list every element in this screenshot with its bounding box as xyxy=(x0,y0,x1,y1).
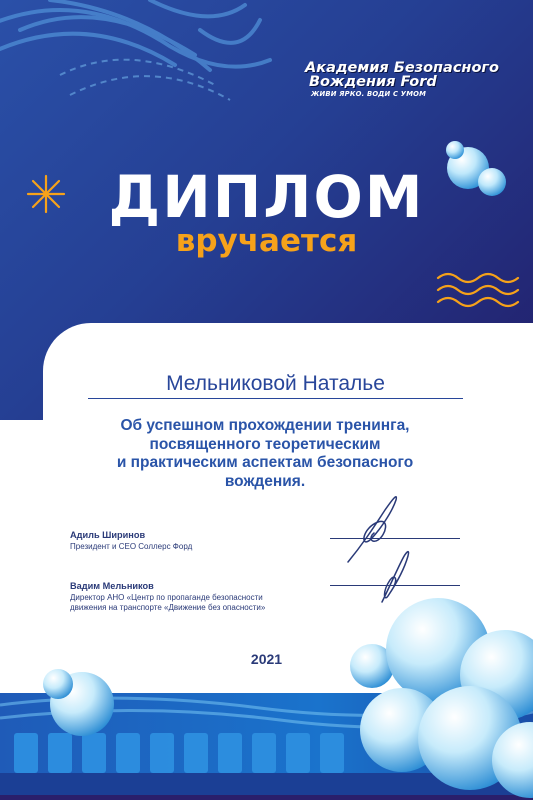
diploma-title: ДИПЛОМ xyxy=(108,163,425,231)
reason-line: посвященного теоретическим xyxy=(149,435,381,453)
logo-line-2: Вождения Ford xyxy=(309,74,437,90)
signatory-2-role-line-1: Директор АНО «Центр по пропаганде безопасности xyxy=(70,593,263,602)
signatory-2-name: Вадим Мельников xyxy=(70,581,154,591)
logo-tagline: ЖИВИ ЯРКО. ВОДИ С УМОМ xyxy=(311,90,427,98)
signatory-2-role-line-2: движения на транспорте «Движение без опасности» xyxy=(70,603,266,612)
recipient-name: Мельниковой Наталье xyxy=(166,372,385,395)
logo-line-1: Академия Безопасного xyxy=(305,60,499,76)
reason-line: Об успешном прохождении тренинга, xyxy=(120,417,410,434)
diploma-subtitle: вручается xyxy=(175,223,358,259)
signatory-1-name: Адиль Ширинов xyxy=(70,530,146,540)
signatory-1-role: Президент и CEO Соллерс Форд xyxy=(70,542,193,551)
reason-line: вождения. xyxy=(224,472,306,490)
reason-line: и практическим аспектам безопасного xyxy=(116,454,414,471)
diploma-year: 2021 xyxy=(250,651,283,667)
